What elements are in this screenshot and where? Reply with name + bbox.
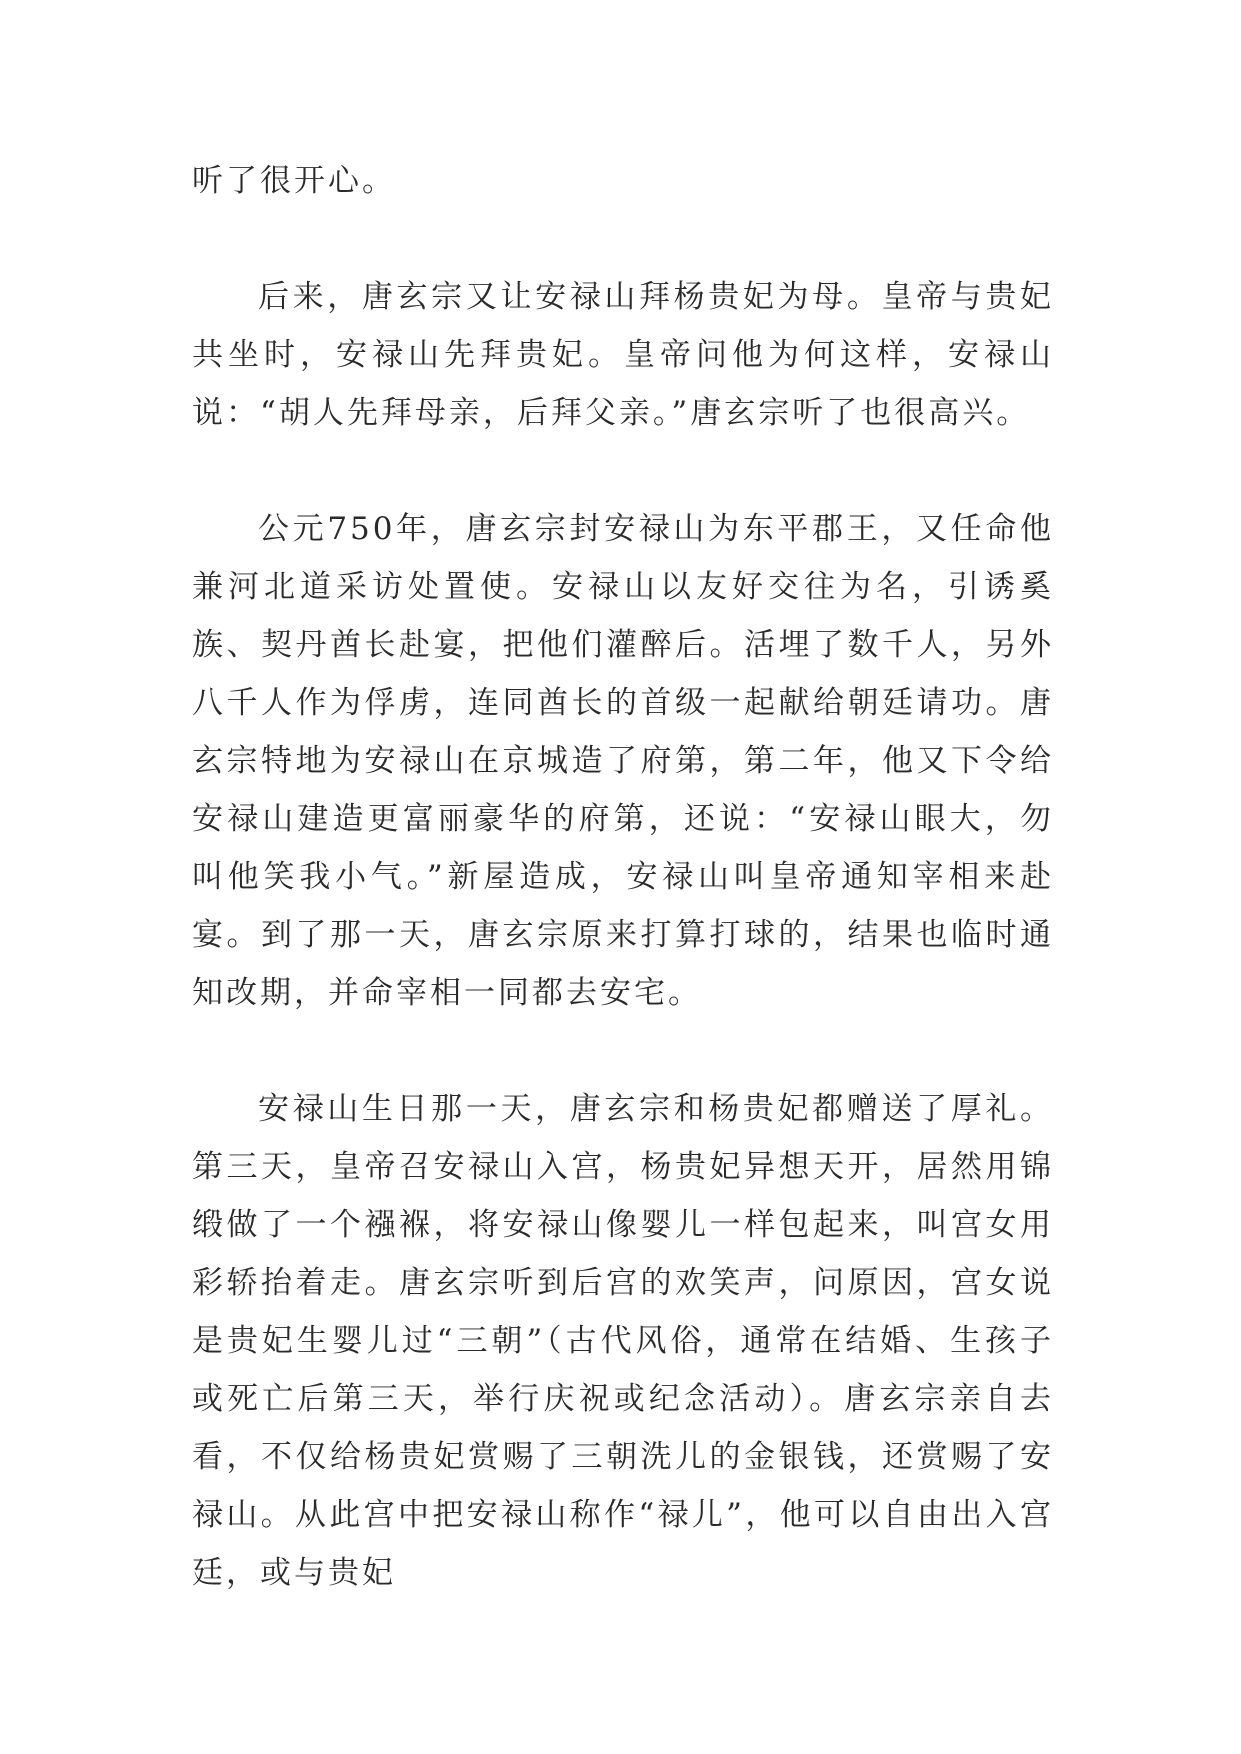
document-body <box>192 152 1054 1602</box>
paragraph-continuation: 听了很开心。 <box>192 163 396 199</box>
paragraph-dongping-prince: 公元750年，唐玄宗封安禄山为东平郡王，又任命他兼河北道采访处置使。安禄山以友好交往为名，引诱奚族、契丹酋长赴宴，把他们灌醉后。活埋了数千人，另外八千人作为俘虏，连同酋长的首级一起献给朝廷请功。唐玄宗特地为安禄山在京城造了府第，第二年，他又下令给安禄山建造更富丽豪华的府第，还说：“安禄山眼大，勿叫他笑我小气。”新屋造成，安禄山叫皇帝通知宰相来赴宴。到了那一天，唐玄宗原来打算打球的，结果也临时通知改期，并命宰相一同都去安宅。 <box>192 511 1054 1011</box>
paragraph-birthday: 安禄山生日那一天，唐玄宗和杨贵妃都赠送了厚礼。第三天，皇帝召安禄山入宫，杨贵妃异想天开，居然用锦缎做了一个襁褓，将安禄山像婴儿一样包起来，叫宫女用彩轿抬着走。唐玄宗听到后宫的欢笑声，问原因，宫女说是贵妃生婴儿过“三朝”（古代风俗，通常在结婚、生孩子或死亡后第三天，举行庆祝或纪念活动）。唐玄宗亲自去看，不仅给杨贵妃赏赐了三朝洗儿的金银钱，还赏赐了安禄山。从此宫中把安禄山称作“禄儿”，他可以自由出入宫廷，或与贵妃 <box>192 1091 1054 1591</box>
paragraph-gap <box>192 210 1054 268</box>
paragraph-anlushan-mother: 后来，唐玄宗又让安禄山拜杨贵妃为母。皇帝与贵妃共坐时，安禄山先拜贵妃。皇帝问他为何这样，安禄山说：“胡人先拜母亲，后拜父亲。”唐玄宗听了也很高兴。 <box>192 279 1054 431</box>
paragraph-gap <box>192 442 1054 500</box>
paragraph-gap <box>192 1022 1054 1080</box>
